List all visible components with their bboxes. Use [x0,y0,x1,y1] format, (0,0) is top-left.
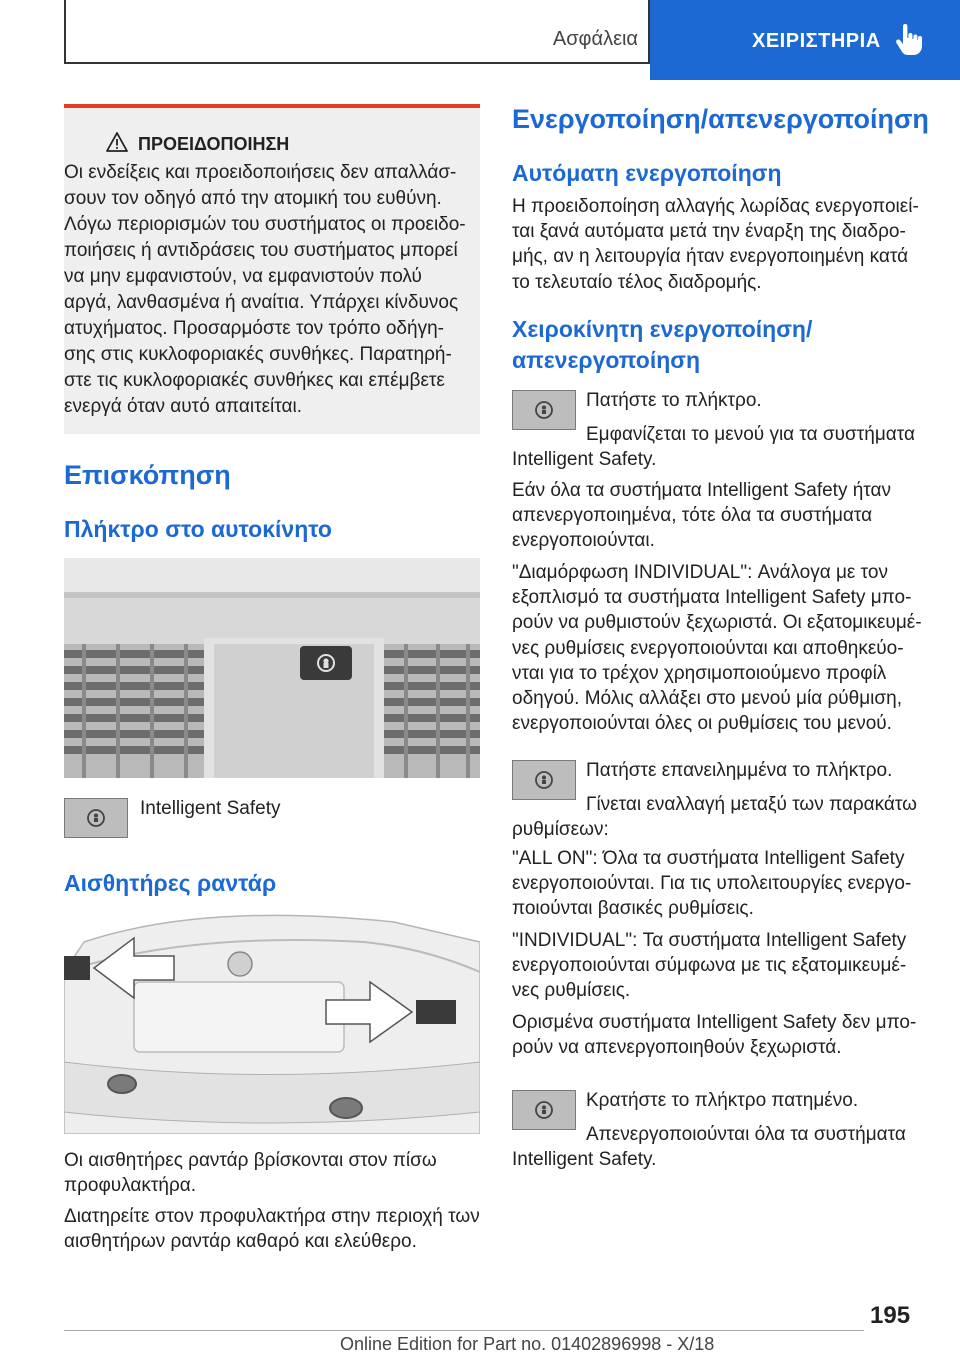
text-line: προφυλακτήρα. [64,1175,197,1197]
overview-heading: Επισκόπηση [64,460,231,490]
footer-divider [64,1330,864,1331]
activation-heading: Ενεργοποίηση/απενεργοποίηση [512,104,929,134]
individual-mode-text [512,928,906,1004]
text-line: Εάν όλα τα συστήματα Intelligent Safety ήταν [512,480,892,501]
step3-text: Κρατήστε το πλήκτρο πατημένο. [586,1090,859,1111]
heading-line: απενεργοποίηση [512,347,701,373]
footer-edition: Online Edition for Part no. 01402896998 - X/18 [340,1334,715,1354]
manual-activation-heading [512,314,812,376]
text-line: ται ξανά αυτόματα μετά την έναρξη της διαδρο- [512,221,906,243]
text-line: Εμφανίζεται το μενού για τα συστήματα [586,424,916,445]
text-line: ενεργοποιούνται σύμφωνα με τις εξατομικευμέ- [512,955,907,977]
safety-shield-icon [534,400,554,420]
radar-clean-text [64,1204,480,1254]
warning-line: να μην εμφανιστούν, να εμφανιστούν πολύ [64,266,422,287]
safety-shield-icon [534,1100,554,1120]
text-line: απενεργοποιημένα, τότε όλα τα συστήματα [512,505,873,527]
warning-line: στε τις κυκλοφοριακές συνθήκες και επέμβετε [64,370,445,391]
some-systems-text [512,1010,916,1060]
warning-title: ΠΡΟΕΙΔΟΠΟΙΗΣΗ [138,134,290,154]
warning-box [64,104,480,434]
step1-result [512,422,932,472]
step2-result [512,792,932,842]
intelligent-safety-button-icon [64,798,128,838]
radar-sensors-image [64,912,480,1134]
text-line: Διατηρείτε στον προφυλακτήρα στην περιοχή των [64,1206,480,1227]
warning-triangle-icon [106,132,128,152]
text-line: οδηγού. Μόλις αλλάξει στο μενού μία ρύθμιση, [512,688,902,710]
warning-line: σουν τον οδηγό από την ατομική του ευθύνη. [64,188,442,209]
page-number: 195 [870,1302,911,1329]
auto-activation-heading: Αυτόματη ενεργοποίηση [512,160,782,186]
text-line: Ορισμένα συστήματα Intelligent Safety δεν μπο- [512,1012,917,1033]
warning-line: Οι ενδείξεις και προειδοποιήσεις δεν απαλλάσ- [64,162,457,183]
button-label: Intelligent Safety [140,798,281,819]
text-line: ρούν να απενεργοποιηθούν ξεχωριστά. [512,1037,842,1059]
step1-text: Πατήστε το πλήκτρο. [586,390,762,411]
dashboard-button-image [64,558,480,778]
text-line: ενεργοποιούνται. [512,530,655,552]
radar-heading: Αισθητήρες ραντάρ [64,870,277,896]
text-line: Απενεργοποιούνται όλα τα συστήματα [586,1124,906,1145]
warning-text [64,160,480,420]
warning-line: ποιήσεις ή αντιδράσεις του συστήματος μπορεί [64,240,458,261]
header-chapter-label: ΧΕΙΡΙΣΤΗΡΙΑ [752,30,881,52]
radar-location-text [64,1148,437,1198]
warning-line: ατυχήματος. Προσαρμόστε τον τρόπο οδήγη- [64,318,444,339]
text-line: νες ρυθμίσεις ενεργοποιούνται και αποθηκεύο- [512,637,904,659]
hand-pointer-icon [894,24,922,56]
text-line: "Διαμόρφωση INDIVIDUAL": Ανάλογα με τον [512,562,888,583]
text-line: ενεργοποιούνται. Για τις υπολειτουργίες ενεργο- [512,873,912,895]
individual-config-text [512,560,922,736]
safety-shield-icon [86,808,106,828]
header-section-box [64,0,650,64]
text-line: νται για το τρέχον χρησιμοποιούμενο προφίλ [512,662,887,684]
text-line: αισθητήρων ραντάρ καθαρό και ελεύθερο. [64,1231,417,1253]
text-line: Οι αισθητήρες ραντάρ βρίσκονται στον πίσω [64,1150,437,1171]
text-line: εξοπλισμό τα συστήματα Intelligent Safety μπο- [512,587,912,609]
text-line: το τελευταίο τέλος διαδρομής. [512,271,762,293]
header-chapter-tab[interactable] [650,0,960,80]
text-line: Η προειδοποίηση αλλαγής λωρίδας ενεργοποιεί- [512,196,919,217]
text-line: ρούν να ρυθμιστούν ξεχωριστά. Οι εξατομικευμέ- [512,612,922,634]
step2-text: Πατήστε επανειλημμένα το πλήκτρο. [586,760,893,781]
text-line: "ALL ON": Όλα τα συστήματα Intelligent Safety [512,848,905,869]
warning-line: αργά, λανθασμένα ή αναίτια. Υπάρχει κίνδυνος [64,292,459,313]
text-line: ρυθμίσεων: [512,819,609,841]
warning-line: Λόγω περιορισμών του συστήματος οι προειδο- [64,214,466,235]
warning-line: σης στις κυκλοφοριακές συνθήκες. Παρατηρή- [64,344,452,365]
text-line: Intelligent Safety. [512,449,657,471]
all-off-text [512,478,891,554]
text-line: Γίνεται εναλλαγή μεταξύ των παρακάτω [586,794,917,815]
warning-line: ενεργά όταν αυτό απαιτείται. [64,396,302,417]
heading-line: Χειροκίνητη ενεργοποίηση/ [512,316,813,342]
step3-result [512,1122,932,1172]
text-line: ποιούνται βασικές ρυθμίσεις. [512,898,754,920]
text-line: Intelligent Safety. [512,1149,657,1171]
button-in-car-heading: Πλήκτρο στο αυτοκίνητο [64,516,332,542]
text-line: μής, αν η λειτουργία ήταν ενεργοποιημένη κατά [512,246,909,268]
header-section-title: Ασφάλεια [552,28,638,50]
auto-activation-text [512,194,919,295]
text-line: νες ρυθμίσεις. [512,980,631,1002]
all-on-text [512,846,911,922]
safety-shield-icon [534,770,554,790]
text-line: "INDIVIDUAL": Τα συστήματα Intelligent Safety [512,930,907,951]
text-line: ενεργοποιούνται όλες οι ρυθμίσεις του μενού. [512,713,892,735]
